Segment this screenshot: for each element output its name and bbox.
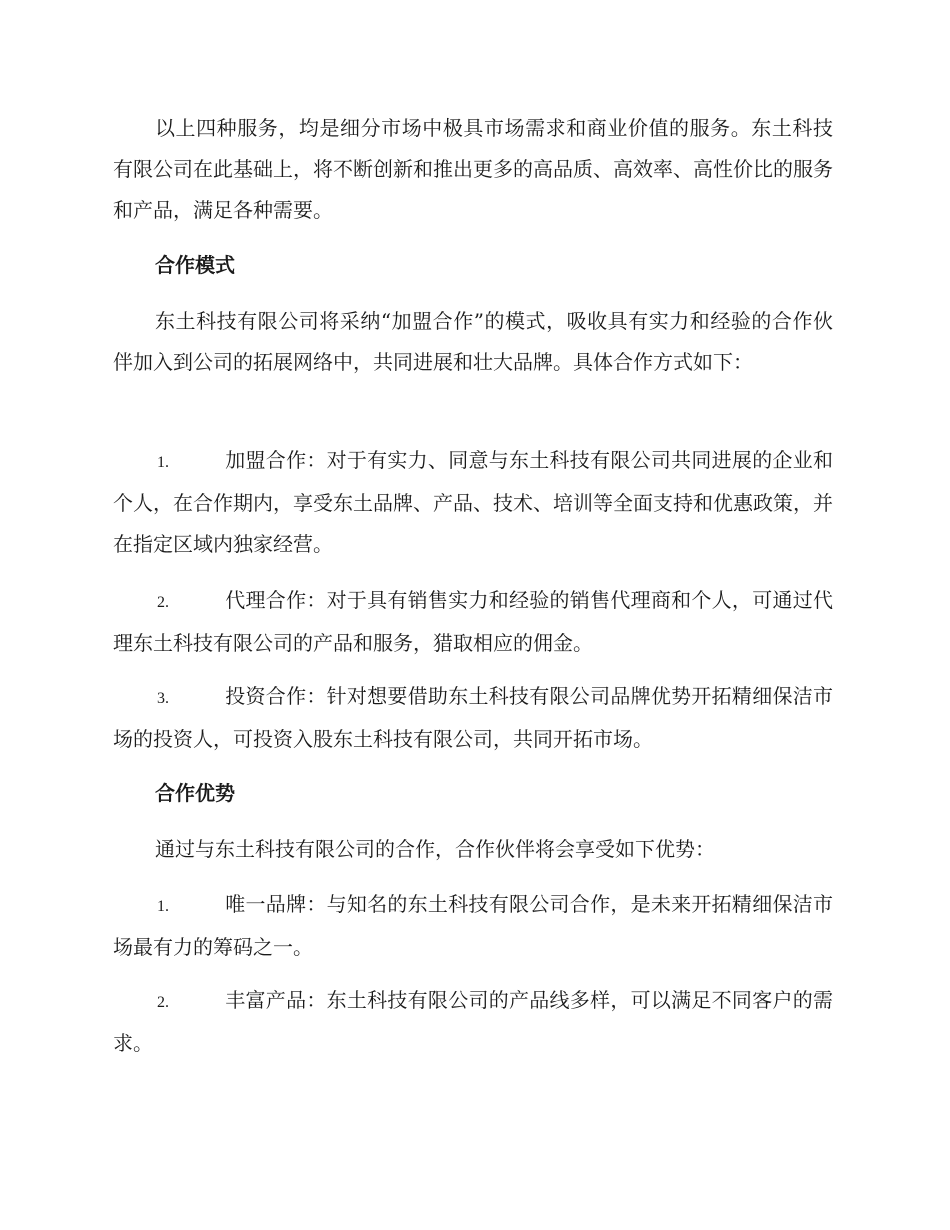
list-item bbox=[113, 884, 833, 968]
section-heading-cooperation-advantages: 合作优势 bbox=[155, 781, 235, 805]
cooperation-mode-paragraph: 东土科技有限公司将采纳“加盟合作”的模式，吸收具有实力和经验的合作伙伴加入到公司的拓展网络中，共同进展和壮大品牌。具体合作方式如下： bbox=[113, 309, 833, 374]
list-item bbox=[113, 676, 833, 760]
list-item-text: 加盟合作：对于有实力、同意与东土科技有限公司共同进展的企业和个人，在合作期内，享受东土品牌、产品、技术、培训等全面支持和优惠政策，并在指定区域内独家经营。 bbox=[113, 448, 833, 556]
list-item-number: 2. bbox=[157, 594, 169, 611]
list-item-text: 丰富产品：东土科技有限公司的产品线多样，可以满足不同客户的需求。 bbox=[113, 988, 833, 1055]
cooperation-advantages-paragraph: 通过与东土科技有限公司的合作，合作伙伴将会享受如下优势： bbox=[155, 837, 715, 861]
list-item bbox=[113, 440, 833, 565]
list-item-number: 1. bbox=[157, 454, 169, 471]
list-item-text: 唯一品牌：与知名的东土科技有限公司合作，是未来开拓精细保洁市场最有力的筹码之一。 bbox=[113, 892, 833, 959]
intro-paragraph: 以上四种服务，均是细分市场中极具市场需求和商业价值的服务。东土科技有限公司在此基础上，将不断创新和推出更多的高品质、高效率、高性价比的服务和产品，满足各种需要。 bbox=[113, 116, 833, 222]
list-item-number: 1. bbox=[157, 898, 169, 915]
section-heading-cooperation-mode: 合作模式 bbox=[155, 253, 235, 277]
list-item-number: 3. bbox=[157, 690, 169, 707]
list-item-text: 代理合作：对于具有销售实力和经验的销售代理商和个人，可通过代理东土科技有限公司的产品和服务，猎取相应的佣金。 bbox=[113, 588, 833, 655]
list-item-number: 2. bbox=[157, 994, 169, 1011]
list-item bbox=[113, 580, 833, 664]
list-item bbox=[113, 980, 833, 1064]
list-item-text: 投资合作：针对想要借助东土科技有限公司品牌优势开拓精细保洁市场的投资人，可投资入股东土科技有限公司，共同开拓市场。 bbox=[113, 684, 833, 751]
